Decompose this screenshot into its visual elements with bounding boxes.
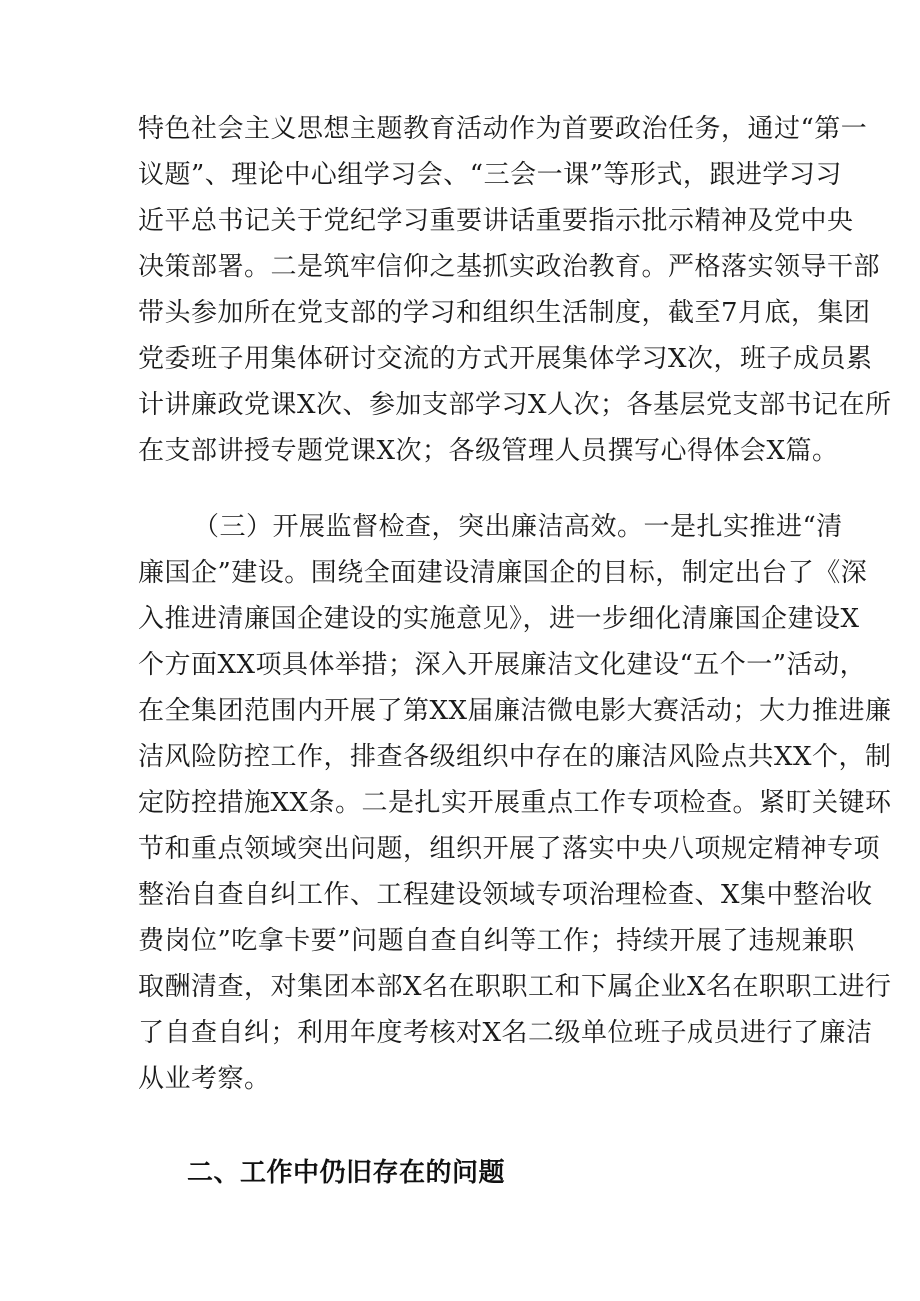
text-line: 定防控措施XX条。二是扎实开展重点工作专项检查。紧盯关键环 (138, 788, 892, 818)
text-line: 议题”、理论中心组学习会、“三会一课”等形式，跟进学习习 (138, 160, 842, 190)
text-line: 在支部讲授专题党课X次；各级管理人员撰写心得体会X篇。 (138, 436, 839, 466)
text-line: 入推进清廉国企建设的实施意见》，进一步细化清廉国企建设X (138, 604, 860, 634)
text-line: （三）开展监督检查，突出廉洁高效。一是扎实推进“清 (193, 512, 843, 542)
text-line: 取酬清查，对集团本部X名在职职工和下属企业X名在职职工进行 (138, 972, 892, 1002)
text-line: 计讲廉政党课X次、参加支部学习X人次；各基层党支部书记在所 (138, 390, 892, 420)
text-line: 节和重点领域突出问题，组织开展了落实中央八项规定精神专项 (138, 834, 881, 864)
text-line: 了自查自纠；利用年度考核对X名二级单位班子成员进行了廉洁 (138, 1018, 873, 1048)
text-line: 带头参加所在党支部的学习和组织生活制度，截至7月底，集团 (138, 298, 871, 328)
text-line: 决策部署。二是筑牢信仰之基抓实政治教育。严格落实领导干部 (138, 252, 881, 282)
text-line: 党委班子用集体研讨交流的方式开展集体学习X次，班子成员累 (138, 344, 873, 374)
text-line: 个方面XX项具体举措；深入开展廉洁文化建设“五个一”活动， (138, 650, 867, 680)
text-line: 从业考察。 (138, 1064, 271, 1094)
text-line: 整治自查自纠工作、工程建设领域专项治理检查、X集中整治收 (138, 880, 873, 910)
text-line: 廉国企”建设。围绕全面建设清廉国企的目标，制定出台了《深 (138, 558, 868, 588)
section-heading: 二、工作中仍旧存在的问题 (187, 1158, 506, 1188)
text-line: 近平总书记关于党纪学习重要讲话重要指示批示精神及党中央 (138, 206, 854, 236)
text-line: 洁风险防控工作，排查各级组织中存在的廉洁风险点共XX个，制 (138, 742, 892, 772)
text-line: 费岗位”吃拿卡要”问题自查自纠等工作；持续开展了违规兼职 (138, 926, 855, 956)
text-line: 在全集团范围内开展了第XX届廉洁微电影大赛活动；大力推进廉 (138, 696, 892, 726)
text-line: 特色社会主义思想主题教育活动作为首要政治任务，通过“第一 (138, 114, 868, 144)
